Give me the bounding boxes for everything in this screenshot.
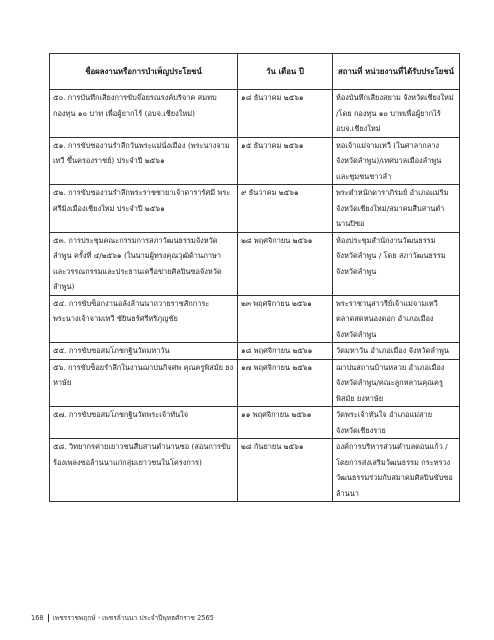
place-cell: วัดมหาวัน อำเภอเมือง จังหวัดลำพูน xyxy=(333,343,460,360)
place-cell: องค์การบริหารส่วนตำบลดอนแก้ว / โดยการส่งเสริมวัฒนธรรม กระทรวงวัฒนธรรมร่วมกับสมาคมศิลปินขับซอล้านนา xyxy=(333,439,460,502)
table-row xyxy=(50,359,460,407)
activity-cell: ๕๑. การขับซองานรำลึกวันพระแม่นั่งเมือง (พระนางจามเทวี ขึ้นครองราชย์) ประจำปี ๒๕๖๑ xyxy=(50,137,238,185)
activity-cell: ๕๐. การบันทึกเสียงการขับจ๊อยรณรงค์บริจาค สมทบกองทุน ๑๐ บาท เพื่อผู้ยากไร้ (อบจ.เชียงใหม่) xyxy=(50,90,238,138)
table-row xyxy=(50,137,460,185)
awards-table xyxy=(49,53,460,502)
table-row xyxy=(50,439,460,502)
table-row xyxy=(50,343,460,360)
table-row xyxy=(50,295,460,343)
table-row xyxy=(50,185,460,233)
place-cell: ฌาปนสถานบ้านหลวย อำเภอเมือง จังหวัดลำพูน/คณะลูกหลานคุณครูพิสมัย ยงหาษัย xyxy=(333,359,460,407)
page-number: 168 xyxy=(31,614,44,622)
activity-cell: ๕๖. การขับซ็อยรำลึกในงานฌาปนกิจศพ คุณครูพิสมัย ยงหาษัย xyxy=(50,359,238,407)
date-cell: ๒๘ พฤศจิกายน ๒๕๖๑ xyxy=(238,232,333,295)
activity-cell: ๕๔. การขับซ็อกงานอลังล้านนาถวายราชสักการะพระนางเจ้าจามเทวี ชัยินธร์ศรีหริภุญชัย xyxy=(50,295,238,343)
table-header-row xyxy=(50,54,460,90)
date-cell: ๒๓ พฤศจิกายน ๒๕๖๑ xyxy=(238,295,333,343)
place-cell: พระตำหนักดาราภิรมย์ อำเภอแม่ริม จังหวัดเชียงใหม่/สมาคมสืบสานตำนานปิซอ xyxy=(333,185,460,233)
activity-cell: ๕๕. การขับซอสมโภชกฐินวัดมหาวัน xyxy=(50,343,238,360)
table-row xyxy=(50,90,460,138)
table-body xyxy=(50,90,460,502)
date-cell: ๑๕ ธันวาคม ๒๕๖๑ xyxy=(238,137,333,185)
activity-cell: ๕๗. การขับซอสมโภชกฐินวัดพระเจ้าทันใจ xyxy=(50,407,238,439)
activity-cell: ๕๒. การขับซองานรำลึกพระราชชายาเจ้าดารารัศมี พระศรีมิ่งเมืองเชียงใหม่ ประจำปี ๒๕๖๑ xyxy=(50,185,238,233)
date-cell: ๑๑ พฤศจิกายน ๒๕๖๑ xyxy=(238,407,333,439)
table-row xyxy=(50,407,460,439)
date-cell: ๑๗ พฤศจิกายน ๒๕๖๑ xyxy=(238,359,333,407)
place-cell: พระราชานุสาวรีย์เจ้าแม่จามเทวี ตลาดสดหนองดอก อำเภอเมือง จังหวัดลำพูน xyxy=(333,295,460,343)
date-cell: ๑๘ พฤศจิกายน ๒๕๖๑ xyxy=(238,343,333,360)
place-cell: หอเจ้าแม่จามเทวี (ในศาลากลางจังหวัดลำพูน)/เทศบาลเมืองลำพูน และชุมชนชาวลำ xyxy=(333,137,460,185)
header-place: สถานที่ หน่วยงานที่ได้รับประโยชน์ xyxy=(333,54,460,90)
footer-divider xyxy=(48,614,49,622)
page-footer xyxy=(31,612,214,623)
place-cell: ห้องประชุมสำนักงานวัฒนธรรมจังหวัดลำพูน / โดย สภาวัฒนธรรมจังหวัดลำพูน xyxy=(333,232,460,295)
date-cell: ๒๘ กันยายน ๒๕๖๑ xyxy=(238,439,333,502)
activity-cell: ๕๓. การประชุมคณะกรรมการสภาวัฒนธรรมจังหวัดลำพูน ครั้งที่ ๔/๒๕๖๑ (ในนามผู้ทรงคุณวุฒิด้านภาษาและวรรณกรรมและประธานเครือข่ายศิลปินซอจังหวัดลำพูน) xyxy=(50,232,238,295)
place-cell: วัดพระเจ้าทันใจ อำเภอแม่สาย จังหวัดเชียงราย xyxy=(333,407,460,439)
table-row xyxy=(50,232,460,295)
footer-text: เพชรราชพฤกษ์ - เพชรล้านนา ประจำปีพุทธศักราช 2565 xyxy=(52,614,214,622)
place-cell: ห้องบันทึกเสียงสยาม จังหวัดเชียงใหม่ /โดย กองทุน ๑๐ บาทเพื่อผู้ยากไร้ อบจ.เชียงใหม่ xyxy=(333,90,460,138)
date-cell: ๙ ธันวาคม ๒๕๖๑ xyxy=(238,185,333,233)
activity-cell: ๕๘. วิทยากรค่ายเยาวชนสืบสานตำนานซอ (สอนการขับร้องเพลงซอล้านนาแก่กลุ่มเยาวชนในโครงการ) xyxy=(50,439,238,502)
header-activity: ชื่อผลงานหรือการบำเพ็ญประโยชน์ xyxy=(50,54,238,90)
date-cell: ๑๘ ธันวาคม ๒๕๖๑ xyxy=(238,90,333,138)
header-date: วัน เดือน ปี xyxy=(238,54,333,90)
